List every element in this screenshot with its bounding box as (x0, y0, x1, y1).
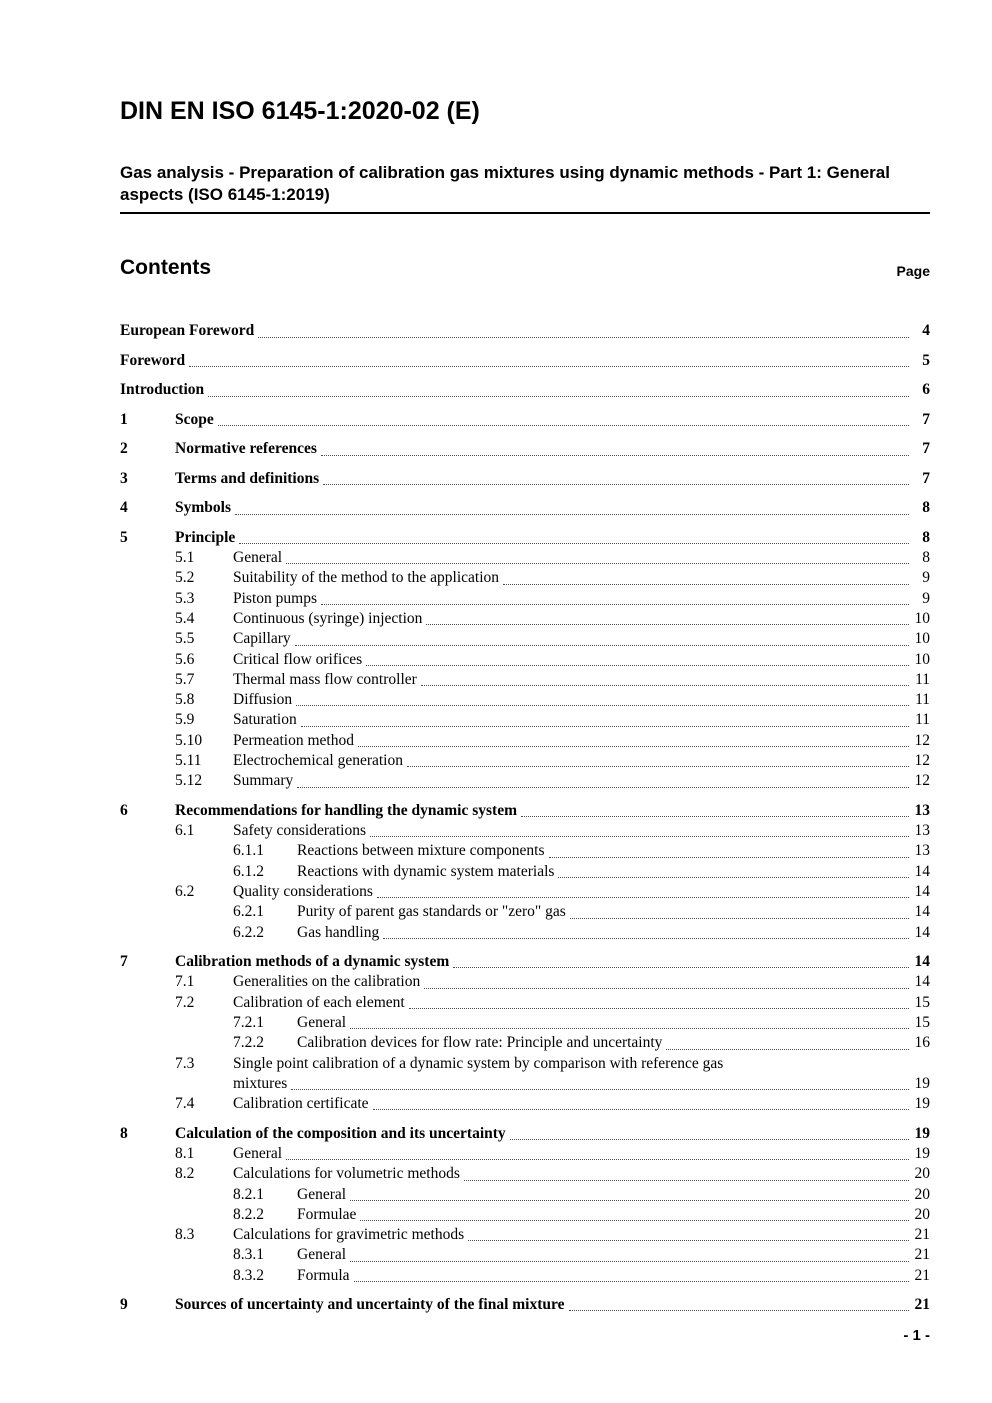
toc-entry-label: Thermal mass flow controller (233, 670, 417, 688)
toc-indent (120, 670, 175, 690)
toc-entry-number: 5.10 (175, 731, 203, 749)
toc-entry-number: 6.1 (175, 822, 195, 840)
toc-entry-page: 9 (922, 589, 930, 607)
toc-entry-number: 7.2.1 (233, 1013, 264, 1031)
toc-entry-page: 8 (922, 499, 930, 517)
toc-entry (120, 771, 930, 791)
toc-entry-label: Introduction (120, 381, 205, 399)
toc-entry-number: 5.4 (175, 609, 195, 627)
toc-entry-number: 7.1 (175, 973, 195, 991)
toc-entry (120, 1295, 930, 1315)
dot-leader (350, 1028, 909, 1029)
toc-indent (120, 568, 175, 588)
toc-entry-number: 5 (120, 528, 128, 546)
toc-indent (120, 751, 175, 771)
dot-leader (296, 705, 909, 706)
dot-leader (521, 816, 909, 817)
toc-entry-page: 12 (914, 752, 930, 769)
toc-entry (120, 670, 930, 690)
toc-entry-page: 9 (922, 569, 930, 587)
dot-leader (321, 455, 909, 456)
dot-leader (295, 645, 909, 646)
toc-entry-number: 2 (120, 440, 128, 458)
dot-leader (558, 877, 909, 878)
toc-entry (120, 731, 930, 751)
toc-entry (120, 1225, 930, 1245)
page-column-label: Page (896, 262, 930, 279)
toc-entry-page: 20 (914, 1165, 930, 1183)
toc-entry-page: 8 (922, 549, 930, 567)
toc-entry-page: 13 (914, 801, 930, 819)
toc-entry-number: 3 (120, 469, 128, 487)
toc-entry-label: Sources of uncertainty and uncertainty of the final mixture (175, 1296, 565, 1314)
toc-entry-label: mixtures (233, 1074, 288, 1092)
toc-entry-label: Piston pumps (233, 589, 317, 607)
toc-entry-number: 7 (120, 953, 128, 971)
dot-leader (354, 1281, 909, 1282)
toc-entry-number: 6.1.1 (233, 842, 264, 860)
toc-entry (120, 351, 930, 371)
toc-entry (120, 380, 930, 400)
toc-indent (120, 771, 175, 791)
dot-leader (218, 425, 909, 426)
toc-entry-label: Permeation method (233, 731, 354, 749)
toc-entry (120, 923, 930, 943)
toc-indent (120, 690, 175, 710)
toc-entry-label: Capillary (233, 630, 291, 648)
dot-leader (239, 543, 909, 544)
toc-entry-page: 7 (922, 440, 930, 458)
toc-entry-page: 7 (922, 469, 930, 487)
toc-entry-label: Reactions with dynamic system materials (297, 862, 555, 880)
toc-entry (120, 469, 930, 489)
dot-leader (323, 484, 909, 485)
toc-indent (120, 548, 175, 568)
dot-leader (666, 1049, 909, 1050)
toc-entry-number: 5.11 (175, 752, 202, 769)
toc-entry (120, 801, 930, 821)
toc-entry (120, 751, 930, 771)
toc-entry-label: Generalities on the calibration (233, 973, 421, 991)
toc-indent (120, 993, 175, 1013)
toc-entry-label: Calculation of the composition and its uncertainty (175, 1124, 506, 1142)
dot-leader (426, 624, 909, 625)
dot-leader (549, 857, 909, 858)
toc-entry (120, 650, 930, 670)
toc-entry (120, 1124, 930, 1144)
toc-entry (120, 1266, 930, 1286)
dot-leader (321, 604, 909, 605)
toc-entry (120, 528, 930, 548)
toc-indent (120, 1185, 233, 1205)
toc-entry-label: Reactions between mixture components (297, 842, 545, 860)
dot-leader (350, 1261, 909, 1262)
toc-entry-label: Electrochemical generation (233, 752, 403, 769)
toc-entry-label: Foreword (120, 351, 186, 369)
toc-entry-page: 19 (914, 1095, 930, 1113)
toc-entry (120, 498, 930, 518)
dot-leader (453, 967, 909, 968)
toc-indent (120, 1205, 233, 1225)
toc-entry (120, 952, 930, 972)
toc-entry-page: 7 (922, 410, 930, 428)
toc-indent (120, 650, 175, 670)
toc-indent (120, 629, 175, 649)
toc-indent (120, 1144, 175, 1164)
toc-entry-page: 11 (915, 691, 930, 709)
toc-entry (120, 972, 930, 992)
toc-entry-number: 6.1.2 (233, 862, 264, 880)
toc-entry-number: 8.3.2 (233, 1266, 264, 1284)
toc-indent (120, 1164, 175, 1184)
toc-entry-label: Calibration of each element (233, 993, 405, 1011)
toc-entry-label: General (233, 549, 283, 567)
toc-entry (120, 882, 930, 902)
toc-entry-number: 8 (120, 1124, 128, 1142)
toc-entry-page: 20 (914, 1205, 930, 1223)
dot-leader (286, 1159, 909, 1160)
toc-indent (120, 882, 175, 902)
toc-entry-page: 14 (914, 882, 930, 900)
toc-indent (120, 972, 175, 992)
toc-entry-page: 4 (922, 322, 930, 340)
toc-indent (120, 1225, 175, 1245)
toc-entry-number: 8.2.2 (233, 1205, 264, 1223)
toc-entry-page: 10 (914, 650, 930, 668)
toc-entry-page: 6 (922, 381, 930, 399)
toc-entry-number: 6.2.1 (233, 903, 264, 921)
toc-entry-page: 21 (914, 1246, 930, 1264)
toc-entry-label: Diffusion (233, 691, 293, 709)
toc-entry (120, 1013, 930, 1033)
toc-entry-label: Safety considerations (233, 822, 367, 840)
toc-entry-page: 10 (914, 609, 930, 627)
toc-entry (120, 993, 930, 1013)
toc-entry-label: Formula (297, 1266, 350, 1284)
toc-entry-label: Calibration devices for flow rate: Principle and uncertainty (297, 1034, 663, 1052)
toc-entry-page: 15 (914, 1013, 930, 1031)
toc-entry-page: 21 (914, 1226, 930, 1244)
dot-leader (258, 337, 909, 338)
contents-header-row (120, 256, 930, 279)
toc-entry-page: 13 (914, 842, 930, 860)
toc-entry-label: Single point calibration of a dynamic system by comparison with reference gas (233, 1054, 724, 1072)
toc-entry-number: 5.6 (175, 650, 195, 668)
toc-entry-page: 11 (915, 670, 930, 688)
toc-indent (120, 821, 175, 841)
dot-leader (189, 366, 909, 367)
dot-leader (360, 1220, 909, 1221)
toc-entry-page: 5 (922, 351, 930, 369)
toc-entry-number: 8.1 (175, 1144, 195, 1162)
toc-entry-page: 19 (914, 1144, 930, 1162)
dot-leader (370, 836, 909, 837)
toc-entry-page: 14 (914, 903, 930, 921)
toc-entry-page: 21 (914, 1266, 930, 1284)
toc-indent (175, 1074, 233, 1094)
page-number-footer: - 1 - (903, 1327, 930, 1345)
dot-leader (421, 685, 909, 686)
toc-entry-number: 5.12 (175, 772, 203, 790)
toc-entry-label: Purity of parent gas standards or "zero" gas (297, 903, 566, 921)
dot-leader (350, 1200, 909, 1201)
toc-indent (120, 589, 175, 609)
dot-leader (383, 938, 909, 939)
toc-entry-number: 8.2.1 (233, 1185, 264, 1203)
toc-entry-number: 6 (120, 801, 128, 819)
toc-entry-label: Scope (175, 410, 214, 428)
dot-leader (373, 1109, 909, 1110)
toc-entry-page: 14 (914, 923, 930, 941)
toc-entry-page: 12 (914, 731, 930, 749)
dot-leader (503, 584, 909, 585)
toc-entry-label: Recommendations for handling the dynamic system (175, 801, 518, 819)
table-of-contents (120, 321, 930, 1315)
toc-entry-number: 9 (120, 1296, 128, 1314)
toc-indent (120, 841, 233, 861)
toc-entry-number: 5.7 (175, 670, 195, 688)
toc-entry-number: 7.2.2 (233, 1034, 264, 1052)
toc-entry-number: 7.2 (175, 993, 195, 1011)
toc-entry (120, 568, 930, 588)
toc-entry-page: 15 (914, 993, 930, 1011)
toc-entry (120, 902, 930, 922)
toc-entry-page: 16 (914, 1034, 930, 1052)
toc-entry-number: 5.5 (175, 630, 195, 648)
toc-entry-page: 20 (914, 1185, 930, 1203)
toc-indent (120, 1266, 233, 1286)
toc-entry (120, 439, 930, 459)
dot-leader (358, 746, 909, 747)
toc-entry (120, 1245, 930, 1265)
toc-entry-number: 5.3 (175, 589, 195, 607)
toc-entry (120, 710, 930, 730)
toc-entry-page: 10 (914, 630, 930, 648)
toc-entry (120, 548, 930, 568)
toc-entry-label: Gas handling (297, 923, 380, 941)
toc-entry-page: 19 (914, 1124, 930, 1142)
dot-leader (208, 396, 909, 397)
toc-entry-number: 7.4 (175, 1095, 195, 1113)
toc-entry-number: 5.1 (175, 549, 195, 567)
toc-entry-number: 1 (120, 410, 128, 428)
toc-entry-label: General (297, 1185, 347, 1203)
toc-entry-page: 21 (914, 1296, 930, 1314)
toc-entry (120, 609, 930, 629)
toc-entry-page: 13 (914, 822, 930, 840)
toc-entry-number: 4 (120, 499, 128, 517)
dot-leader (366, 665, 909, 666)
toc-indent (120, 1074, 175, 1094)
toc-entry-page: 11 (915, 711, 930, 729)
toc-entry-label: Calibration methods of a dynamic system (175, 953, 450, 971)
dot-leader (510, 1139, 909, 1140)
toc-entry (120, 629, 930, 649)
dot-leader (409, 1008, 909, 1009)
toc-entry-number: 8.3 (175, 1226, 195, 1244)
toc-entry (120, 862, 930, 882)
toc-entry-number: 5.9 (175, 711, 195, 729)
toc-entry-page: 12 (914, 772, 930, 790)
toc-entry-number: 8.3.1 (233, 1246, 264, 1264)
toc-entry (120, 1033, 930, 1053)
toc-entry (120, 410, 930, 430)
toc-entry (120, 1164, 930, 1184)
toc-entry-label: General (233, 1144, 283, 1162)
toc-entry-label: Critical flow orifices (233, 650, 363, 668)
toc-entry-label: Summary (233, 772, 294, 790)
toc-entry-page: 19 (914, 1074, 930, 1092)
toc-entry-label: Saturation (233, 711, 297, 729)
dot-leader (286, 563, 909, 564)
dot-leader (377, 897, 909, 898)
dot-leader (301, 726, 909, 727)
toc-entry-label: Calibration certificate (233, 1095, 369, 1113)
toc-entry-label: Continuous (syringe) injection (233, 609, 423, 627)
toc-entry-page: 14 (914, 973, 930, 991)
toc-entry-label: Terms and definitions (175, 469, 320, 487)
toc-indent (120, 1245, 233, 1265)
toc-indent (120, 731, 175, 751)
document-title: Gas analysis - Preparation of calibration gas mixtures using dynamic methods - Part 1: General aspects (ISO 6145-1:2019) (120, 162, 930, 215)
toc-entry-label: Symbols (175, 499, 231, 517)
toc-entry-label: Quality considerations (233, 882, 373, 900)
toc-entry-label: Suitability of the method to the application (233, 569, 500, 587)
toc-indent (120, 710, 175, 730)
toc-entry-label: Calculations for volumetric methods (233, 1165, 460, 1183)
toc-entry (120, 1185, 930, 1205)
dot-leader (464, 1180, 909, 1181)
dot-leader (569, 1310, 910, 1311)
toc-entry-page: 8 (922, 528, 930, 546)
toc-entry (120, 1094, 930, 1114)
toc-entry-label: General (297, 1246, 347, 1264)
toc-entry-page: 14 (914, 862, 930, 880)
dot-leader (424, 988, 909, 989)
toc-entry (120, 321, 930, 341)
toc-entry-label: Normative references (175, 440, 317, 458)
contents-heading: Contents (120, 256, 211, 280)
toc-entry-number: 8.2 (175, 1165, 195, 1183)
toc-entry-continuation (120, 1074, 930, 1094)
toc-entry-number: 7.3 (175, 1054, 195, 1072)
toc-entry (120, 1054, 930, 1074)
toc-entry-label: Formulae (297, 1205, 357, 1223)
toc-entry-label: European Foreword (120, 322, 255, 340)
dot-leader (570, 918, 909, 919)
toc-indent (120, 862, 233, 882)
dot-leader (407, 766, 909, 767)
toc-entry-number: 6.2.2 (233, 923, 264, 941)
toc-entry-label: General (297, 1013, 347, 1031)
toc-entry-label: Principle (175, 528, 236, 546)
document-number: DIN EN ISO 6145-1:2020-02 (E) (120, 97, 480, 125)
toc-entry (120, 690, 930, 710)
toc-indent (120, 1094, 175, 1114)
toc-entry (120, 841, 930, 861)
toc-indent (120, 923, 233, 943)
toc-entry-number: 5.8 (175, 691, 195, 709)
toc-indent (120, 1033, 233, 1053)
toc-indent (120, 1013, 233, 1033)
toc-indent (120, 902, 233, 922)
toc-entry (120, 821, 930, 841)
toc-entry (120, 589, 930, 609)
dot-leader (297, 787, 909, 788)
toc-indent (120, 609, 175, 629)
toc-indent (120, 1054, 175, 1074)
toc-entry (120, 1205, 930, 1225)
toc-entry-number: 6.2 (175, 882, 195, 900)
dot-leader (468, 1240, 909, 1241)
toc-entry-number: 5.2 (175, 569, 195, 587)
dot-leader (291, 1089, 909, 1090)
toc-entry-page: 14 (914, 953, 930, 971)
toc-entry (120, 1144, 930, 1164)
toc-entry-label: Calculations for gravimetric methods (233, 1226, 465, 1244)
dot-leader (235, 514, 909, 515)
